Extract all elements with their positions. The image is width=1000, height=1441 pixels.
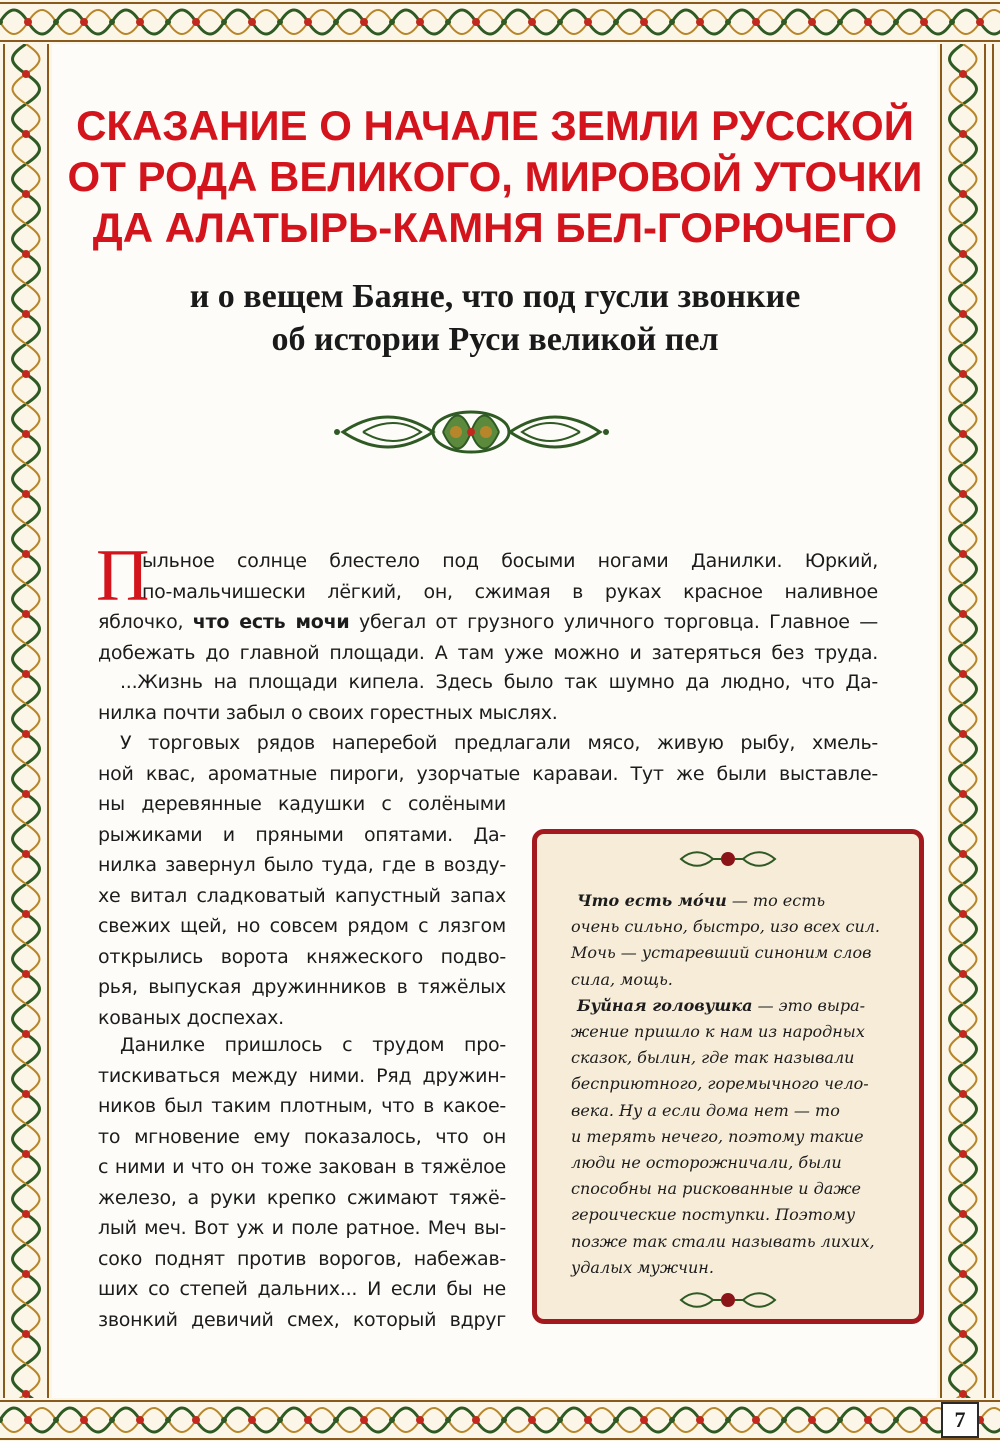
note-ornament-icon bbox=[677, 1289, 779, 1311]
text-line: кованых доспехах. bbox=[98, 1006, 284, 1029]
text-line: звонкий девичий смех, который вдруг bbox=[98, 1308, 506, 1331]
highlighted-term: что есть мочи bbox=[192, 611, 350, 633]
glossary-term: Что есть мо́чи bbox=[577, 891, 727, 910]
text-line bbox=[571, 993, 889, 1019]
text-line: века. Ну а если дома нет — то bbox=[571, 1100, 840, 1120]
text-line: ыльное солнце блестело под босыми ногами Данилки. Юркий, bbox=[142, 550, 878, 572]
glossary-term: Буйная головушка bbox=[577, 995, 753, 1015]
border-right bbox=[937, 44, 1000, 1398]
title-line: ДА АЛАТЫРЬ-КАМНЯ БЕЛ-ГОРЮЧЕГО bbox=[92, 204, 898, 251]
text-line: ников был таким плотным, что в какое- bbox=[98, 1095, 506, 1117]
story-paragraph bbox=[98, 728, 878, 789]
text-line: сила, мощь. bbox=[571, 969, 673, 989]
text-line: ны деревянные кадушки с солёными bbox=[98, 793, 506, 815]
text-line: жение пришло к нам из народных bbox=[571, 1022, 865, 1042]
text-line: очень сильно, быстро, изо всех сил. bbox=[571, 917, 881, 937]
text-line: Мочь — устаревший синоним слов bbox=[571, 943, 872, 963]
text-line: ших со степей дальних... И если бы не bbox=[98, 1278, 506, 1300]
border-bottom bbox=[0, 1398, 1000, 1441]
text-line: соко поднят против ворогов, набежав- bbox=[98, 1247, 506, 1270]
text-line: удалых мужчин. bbox=[571, 1257, 714, 1277]
title-line: ОТ РОДА ВЕЛИКОГО, МИРОВОЙ УТОЧКИ bbox=[67, 153, 923, 200]
text-line: и терять нечего, поэтому такие bbox=[571, 1126, 864, 1146]
text-run: яблочко, bbox=[98, 611, 184, 633]
text-line: с ними и что он тоже закован в тяжёлое bbox=[98, 1156, 506, 1178]
text-line: ...Жизнь на площади кипела. Здесь было так шумно да людно, что Да- bbox=[120, 671, 878, 693]
drop-cap: П bbox=[96, 535, 150, 617]
text-line: открылись ворота княжеского подво- bbox=[98, 945, 506, 968]
text-line: по-мальчишески лёгкий, он, сжимая в руках красное наливное bbox=[142, 580, 878, 603]
text-run: — то есть bbox=[731, 891, 826, 910]
title-line: СКАЗАНИЕ О НАЧАЛЕ ЗЕМЛИ РУССКОЙ bbox=[76, 102, 914, 149]
story-paragraph bbox=[98, 546, 878, 668]
text-line bbox=[98, 607, 878, 638]
note-ornament-icon bbox=[677, 848, 779, 870]
text-run: убегал от грузного уличного торговца. Главное — bbox=[358, 611, 878, 633]
text-line bbox=[571, 888, 889, 914]
text-line: ной квас, ароматные пироги, узорчатые караваи. Тут же были выставле- bbox=[98, 762, 878, 785]
subtitle-line: об истории Руси великой пел bbox=[271, 321, 719, 358]
text-line: нилка завернул было туда, где в возду- bbox=[98, 854, 506, 876]
text-line: добежать до главной площади. А там уже можно и затеряться без труда. bbox=[98, 641, 878, 664]
text-run: — это выра- bbox=[757, 995, 866, 1015]
text-line: тискиваться между ними. Ряд дружин- bbox=[98, 1064, 506, 1087]
story-paragraph bbox=[98, 1030, 506, 1335]
story-paragraph bbox=[98, 667, 878, 728]
text-line: рья, выпуская дружинников в тяжёлых bbox=[98, 976, 506, 998]
text-line: нилка почти забыл о своих горестных мыслях. bbox=[98, 701, 558, 724]
glossary-note-box bbox=[532, 829, 924, 1324]
text-line: хе витал сладковатый капустный запах bbox=[98, 884, 506, 907]
border-left bbox=[0, 44, 52, 1398]
text-line: Данилке пришлось с трудом про- bbox=[120, 1034, 506, 1056]
text-line: рыжиками и пряными опятами. Да- bbox=[98, 823, 506, 846]
text-line: героические поступки. Поэтому bbox=[571, 1205, 856, 1225]
text-line: свежих щей, но совсем рядом с лязгом bbox=[98, 915, 506, 937]
text-line: лый меч. Вот уж и поле ратное. Меч вы- bbox=[98, 1217, 506, 1239]
text-line: сказок, былин, где так называли bbox=[571, 1048, 855, 1068]
story-paragraph-continued bbox=[98, 789, 506, 1033]
page-title bbox=[55, 100, 935, 253]
text-line: У торговых рядов наперебой предлагали мясо, живую рыбу, хмель- bbox=[120, 732, 878, 754]
page-number: 7 bbox=[941, 1402, 979, 1438]
text-line: люди не осторожничали, были bbox=[571, 1153, 842, 1173]
text-line: то мгновение ему показалось, что он bbox=[98, 1125, 506, 1148]
page-subtitle bbox=[55, 275, 935, 361]
border-top bbox=[0, 0, 1000, 44]
floral-ornament-divider bbox=[333, 406, 610, 458]
glossary-text bbox=[571, 888, 889, 1281]
text-line: железо, а руки крепко сжимают тяжё- bbox=[98, 1186, 506, 1209]
text-line: позже так стали называть лихих, bbox=[571, 1231, 875, 1251]
text-line: способны на рискованные и даже bbox=[571, 1179, 862, 1199]
subtitle-line: и о вещем Баяне, что под гусли звонкие bbox=[189, 278, 801, 315]
text-line: бесприютного, горемычного чело- bbox=[571, 1074, 869, 1094]
